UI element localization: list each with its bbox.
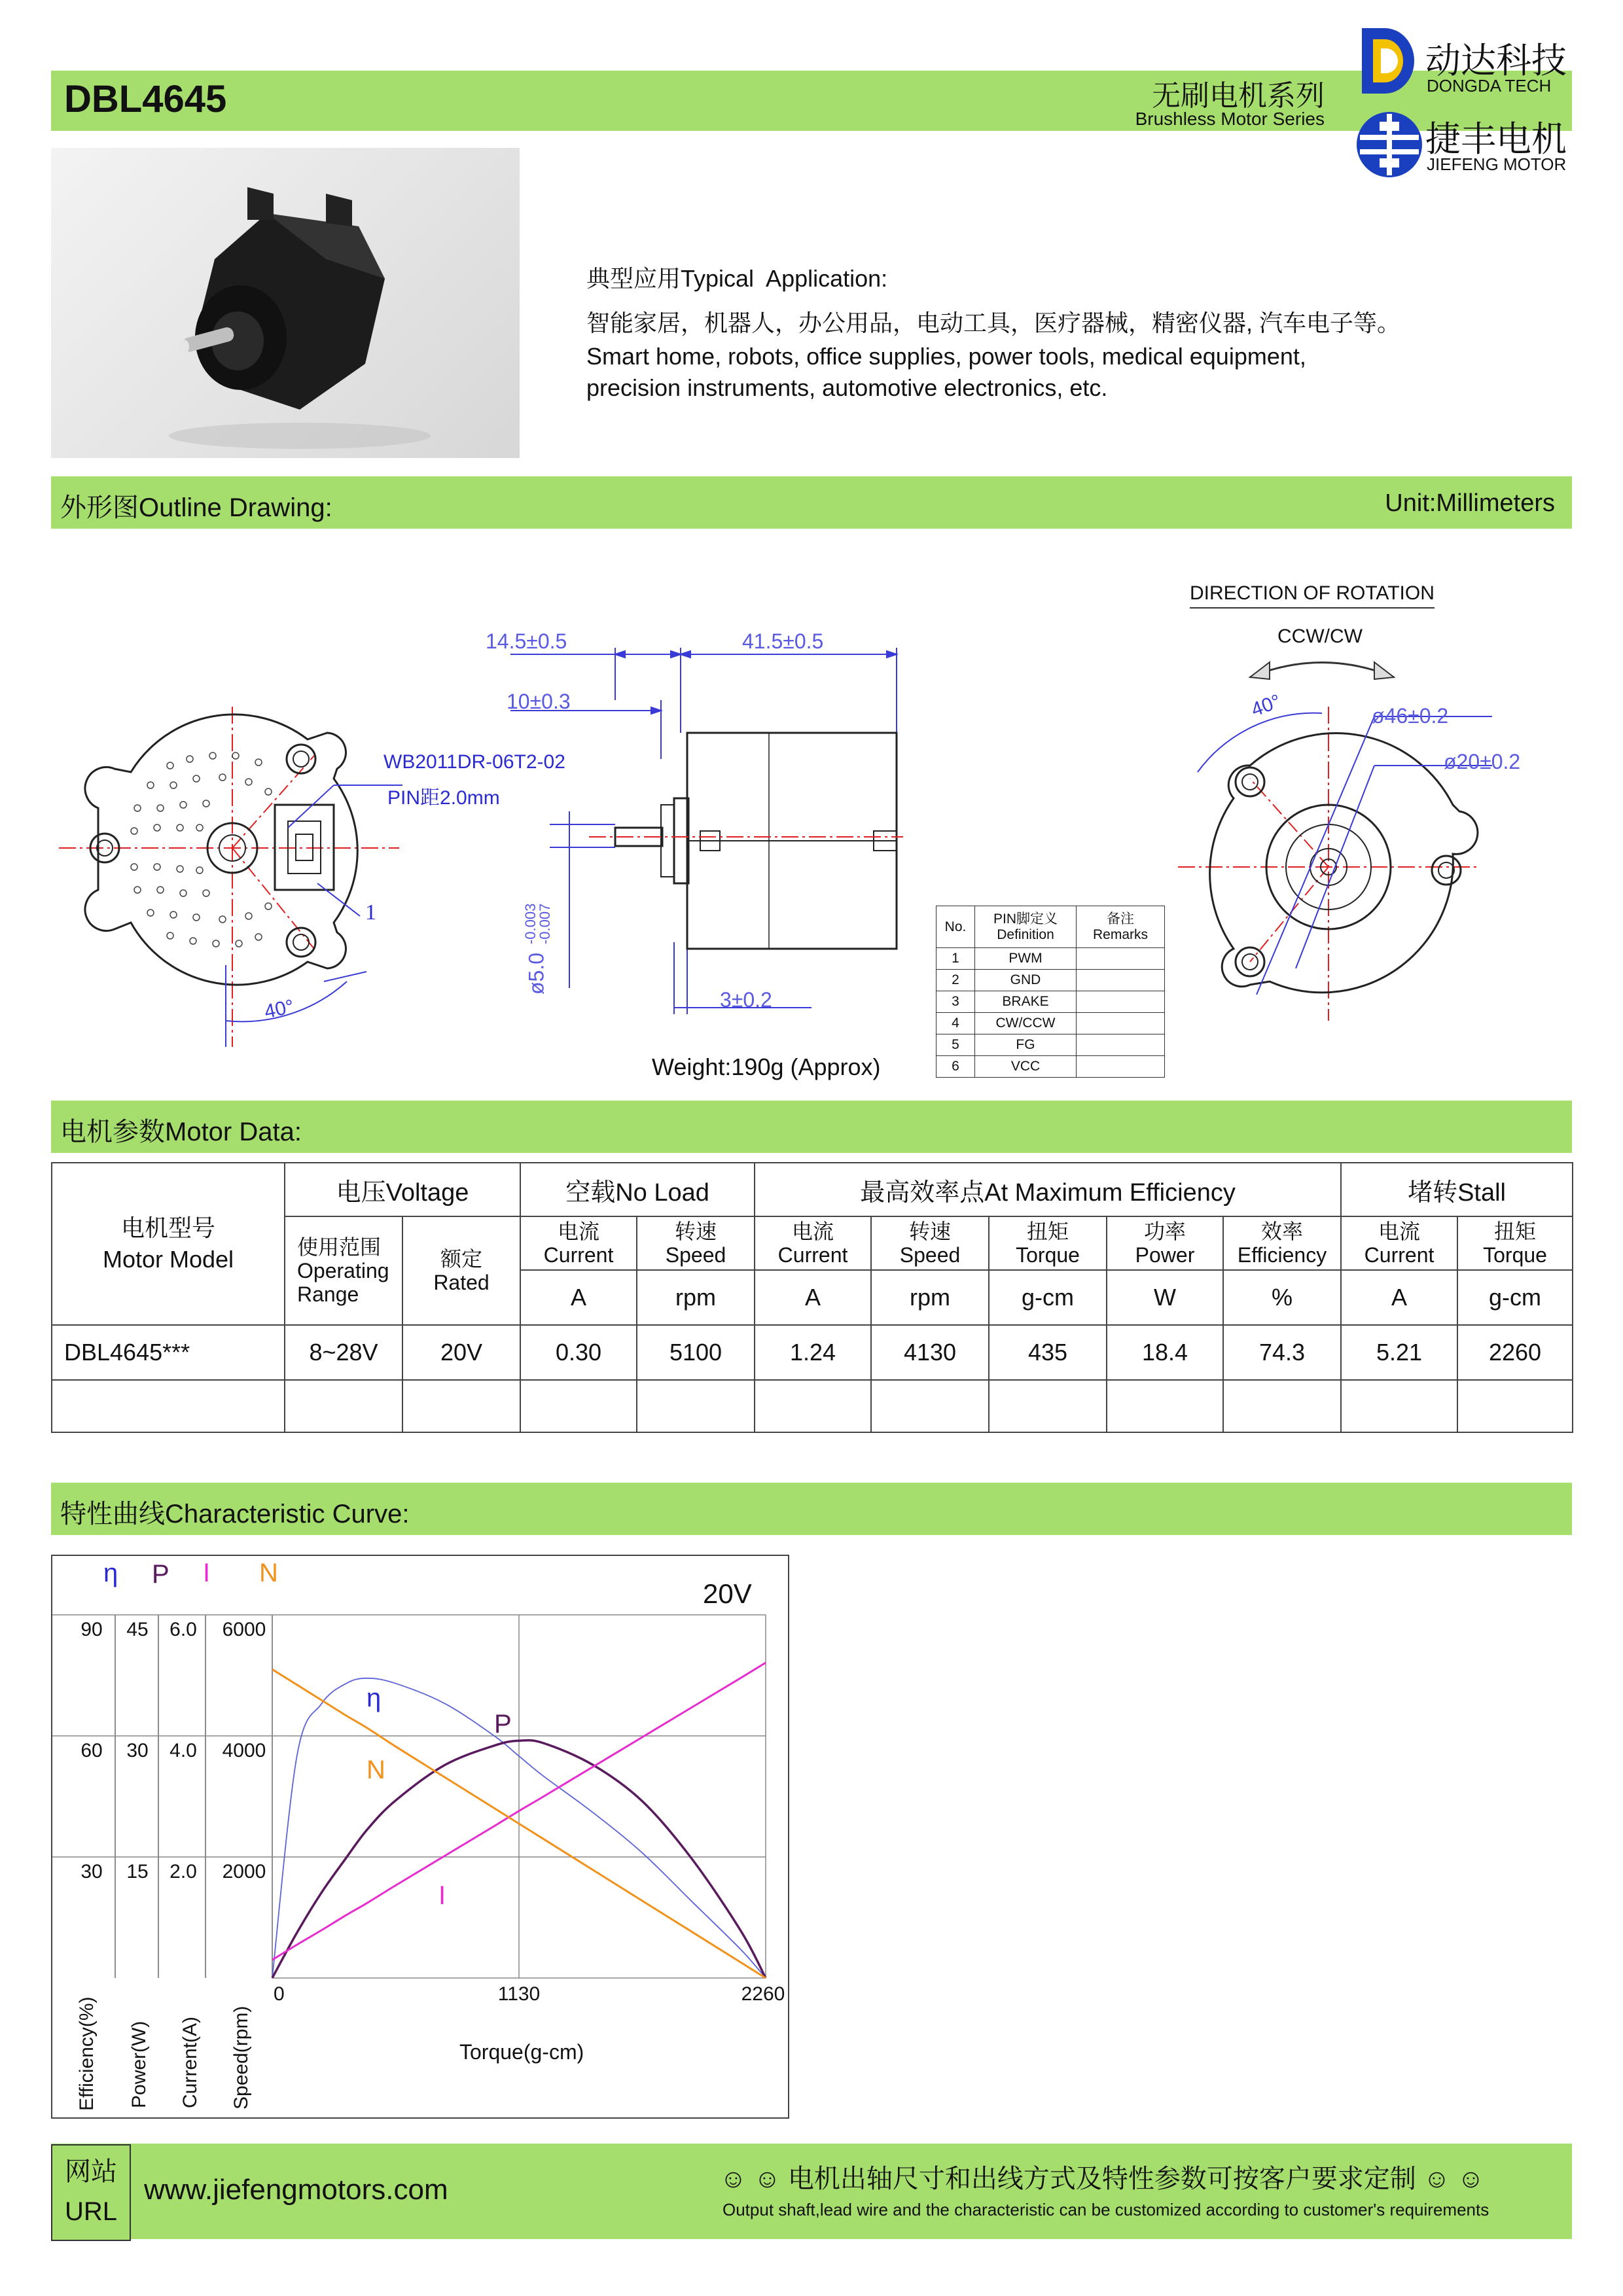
h-st-torque: 扭矩 Torque [1457, 1216, 1573, 1270]
application-en1: Smart home, robots, office supplies, power tools, medical equipment, [586, 343, 1306, 370]
cell-range: 8~28V [285, 1325, 402, 1380]
axis-eff-label: Efficiency(%) [76, 1996, 98, 2111]
pin-def: FG [975, 1034, 1077, 1056]
pin-table-h-def-en: Definition [997, 927, 1054, 942]
h-rated-cn: 额定 [440, 1247, 483, 1271]
axis-cur-label: Current(A) [179, 2016, 201, 2108]
dim-shaft-value: ø5.0 [524, 952, 548, 995]
motor-data-heading: 电机参数Motor Data: [60, 1118, 302, 1146]
h-me-power: 功率 Power [1107, 1216, 1223, 1270]
outline-heading: 外形图Outline Drawing: [60, 493, 332, 522]
pin-remark [1077, 1034, 1165, 1056]
y-tick-label: 30 [80, 1861, 103, 1882]
y-tick-label: 2000 [222, 1861, 266, 1882]
pin-no: 3 [936, 991, 975, 1013]
h-nl-current: 电流 Current [520, 1216, 637, 1270]
u-me-power: W [1107, 1270, 1223, 1325]
angle-left-label: 40° [262, 995, 296, 1023]
angle-right-label: 40° [1248, 690, 1284, 721]
h-range-en2: Range [297, 1282, 359, 1306]
h-st-current: 电流 Current [1341, 1216, 1457, 1270]
h-stall: 堵转Stall [1341, 1163, 1573, 1216]
dia-20-label: ø20±0.2 [1444, 750, 1521, 773]
pin-row [936, 1056, 1165, 1078]
side-view-drawing [510, 628, 916, 1034]
y-tick-label: 4000 [222, 1740, 266, 1761]
h-rated-en: Rated [433, 1271, 490, 1294]
u-me-speed: rpm [871, 1270, 989, 1325]
footer-url[interactable]: www.jiefengmotors.com [144, 2174, 448, 2206]
pin-remark [1077, 1013, 1165, 1034]
cell-nl-speed: 5100 [637, 1325, 755, 1380]
pin-no: 2 [936, 970, 975, 991]
dongda-logo-icon [1359, 25, 1418, 97]
brand1-en: DONGDA TECH [1427, 76, 1552, 96]
pin-no: 4 [936, 1013, 975, 1034]
pin-row [936, 970, 1165, 991]
pin-def: GND [975, 970, 1077, 991]
pin-remark [1077, 948, 1165, 970]
series-en: Brushless Motor Series [1135, 109, 1325, 129]
h-nl-speed: 转速 Speed [637, 1216, 755, 1270]
pin1-label: 1 [365, 900, 376, 925]
application-en2: precision instruments, automotive electronics, etc. [586, 374, 1108, 401]
pin-row [936, 991, 1165, 1013]
u-nl-current: A [520, 1270, 637, 1325]
pin-def: PWM [975, 948, 1077, 970]
h-range [285, 1216, 402, 1325]
h-model-en: Motor Model [102, 1246, 234, 1273]
eta-curve-label: η [366, 1684, 382, 1712]
pin-remark [1077, 1056, 1165, 1078]
h-me-current: 电流 Current [755, 1216, 871, 1270]
pin-def: BRAKE [975, 991, 1077, 1013]
cell-st-torque: 2260 [1457, 1325, 1573, 1380]
dim-shaft [522, 851, 553, 995]
pin-row [936, 1034, 1165, 1056]
cell-me-eff: 74.3 [1223, 1325, 1341, 1380]
pin-remark [1077, 970, 1165, 991]
h-model [52, 1163, 285, 1325]
sym-p-legend: P [152, 1560, 169, 1589]
y-tick-label: 15 [126, 1861, 149, 1882]
cell-me-speed: 4130 [871, 1325, 989, 1380]
axis-spd-label: Speed(rpm) [230, 2005, 252, 2110]
u-nl-speed: rpm [637, 1270, 755, 1325]
front-view-drawing [1178, 694, 1492, 1034]
pin-remark [1077, 991, 1165, 1013]
y-tick-label: 6.0 [169, 1619, 197, 1640]
footer-label-box [51, 2144, 131, 2241]
h-me-speed: 转速 Speed [871, 1216, 989, 1270]
h-range-en1: Operating [297, 1259, 389, 1282]
current-curve-label: I [438, 1881, 446, 1910]
pin-no: 6 [936, 1056, 975, 1078]
h-voltage: 电压Voltage [285, 1163, 520, 1216]
brand2-cn: 捷丰电机 [1425, 120, 1567, 159]
outline-unit: Unit:Millimeters [1385, 489, 1555, 517]
pin-row [936, 1013, 1165, 1034]
y-tick-label: 60 [80, 1740, 103, 1761]
y-tick-label: 2.0 [169, 1861, 197, 1882]
sym-n-legend: N [259, 1559, 278, 1587]
cell-rated: 20V [402, 1325, 520, 1380]
sym-eta-legend: η [103, 1559, 118, 1587]
u-st-torque: g-cm [1457, 1270, 1573, 1325]
pin-def: CW/CCW [975, 1013, 1077, 1034]
dim-shaft-tol-bot: -0.007 [537, 903, 553, 945]
brand1-cn: 动达科技 [1425, 41, 1567, 80]
h-me-eff: 效率 Efficiency [1223, 1216, 1341, 1270]
application-heading: 典型应用Typical Application: [586, 265, 888, 292]
pin-table-h-no: No. [936, 906, 975, 948]
y-tick-label: 45 [126, 1619, 149, 1640]
pin-no: 1 [936, 948, 975, 970]
rotation-label: CCW/CW [1277, 626, 1363, 647]
pin-pitch-label: PIN距2.0mm [387, 787, 500, 809]
dim-10: 10±0.3 [507, 690, 571, 713]
series-cn: 无刷电机系列 [1152, 80, 1325, 112]
cell-me-current: 1.24 [755, 1325, 871, 1380]
back-view-drawing [59, 694, 425, 1060]
y-tick-label: 6000 [222, 1619, 266, 1640]
pin-table-h-def [975, 906, 1077, 948]
chart-voltage: 20V [703, 1578, 752, 1609]
pin-table-h-rem-en: Remarks [1092, 927, 1148, 942]
pin-no: 5 [936, 1034, 975, 1056]
model-title: DBL4645 [64, 78, 227, 120]
pin-row [936, 948, 1165, 970]
h-range-cn: 使用范围 [297, 1235, 382, 1259]
pin-table-h-rem-cn: 备注 [1107, 911, 1134, 927]
xlabel: Torque(g-cm) [459, 2040, 584, 2064]
x-tick-label: 2260 [741, 1983, 785, 2005]
application-cn: 智能家居，机器人，办公用品，电动工具，医疗器械，精密仪器, 汽车电子等。 [586, 309, 1401, 336]
x-tick-label: 0 [274, 1983, 285, 2005]
dim-shaft-tol-top: -0.003 [522, 903, 539, 945]
sym-i-legend: I [203, 1559, 211, 1587]
rotation-arrow-icon [1243, 648, 1400, 687]
cell-me-torque: 435 [989, 1325, 1107, 1380]
pin-table-h-def-cn: PIN脚定义 [993, 911, 1058, 927]
dim-3: 3±0.2 [720, 988, 772, 1012]
pin-table-h-rem [1077, 906, 1165, 948]
h-noload: 空载No Load [520, 1163, 755, 1216]
h-me-torque: 扭矩 Torque [989, 1216, 1107, 1270]
pin-def: VCC [975, 1056, 1077, 1078]
pin-table [936, 906, 1165, 1078]
cell-me-power: 18.4 [1107, 1325, 1223, 1380]
u-st-current: A [1341, 1270, 1457, 1325]
characteristic-chart [52, 1556, 788, 2117]
table-row [52, 1325, 1573, 1380]
h-model-cn: 电机型号 [120, 1214, 215, 1241]
dia-46-label: ø46±0.2 [1372, 704, 1449, 728]
jiefeng-logo-icon [1353, 109, 1425, 181]
u-me-eff: % [1223, 1270, 1341, 1325]
speed-curve-label: N [366, 1756, 385, 1784]
cell-nl-current: 0.30 [520, 1325, 637, 1380]
u-me-torque: g-cm [989, 1270, 1107, 1325]
footer-note-cn: ☺ ☺ 电机出轴尺寸和出线方式及特性参数可按客户要求定制 ☺ ☺ [720, 2164, 1484, 2193]
dim-14-5: 14.5±0.5 [486, 629, 567, 653]
motor-data-table [51, 1162, 1573, 1433]
header-bar [51, 71, 1572, 131]
u-me-current: A [755, 1270, 871, 1325]
y-tick-label: 90 [80, 1619, 103, 1640]
curve-heading: 特性曲线Characteristic Curve: [60, 1500, 410, 1528]
rotation-title: DIRECTION OF ROTATION [1190, 582, 1435, 609]
footer-label-en: URL [64, 2197, 118, 2226]
weight-label: Weight:190g (Approx) [652, 1053, 881, 1080]
h-maxeff: 最高效率点At Maximum Efficiency [755, 1163, 1341, 1216]
footer-note-en: Output shaft,lead wire and the characteristic can be customized according to customer's requirements [722, 2200, 1489, 2219]
axis-pow-label: Power(W) [128, 2021, 150, 2108]
y-tick-label: 30 [126, 1740, 149, 1761]
footer-label-cn: 网站 [65, 2157, 117, 2186]
cell-model: DBL4645*** [52, 1325, 285, 1380]
brand2-en: JIEFENG MOTOR [1427, 154, 1567, 174]
h-rated [402, 1216, 520, 1325]
x-tick-label: 1130 [497, 1983, 541, 2005]
connector-label: WB2011DR-06T2-02 [383, 751, 565, 773]
cell-st-current: 5.21 [1341, 1325, 1457, 1380]
y-tick-label: 4.0 [169, 1740, 197, 1761]
table-row-empty [52, 1380, 1573, 1432]
dim-41-5: 41.5±0.5 [742, 629, 824, 653]
power-curve-label: P [494, 1710, 512, 1739]
product-photo [51, 148, 520, 458]
